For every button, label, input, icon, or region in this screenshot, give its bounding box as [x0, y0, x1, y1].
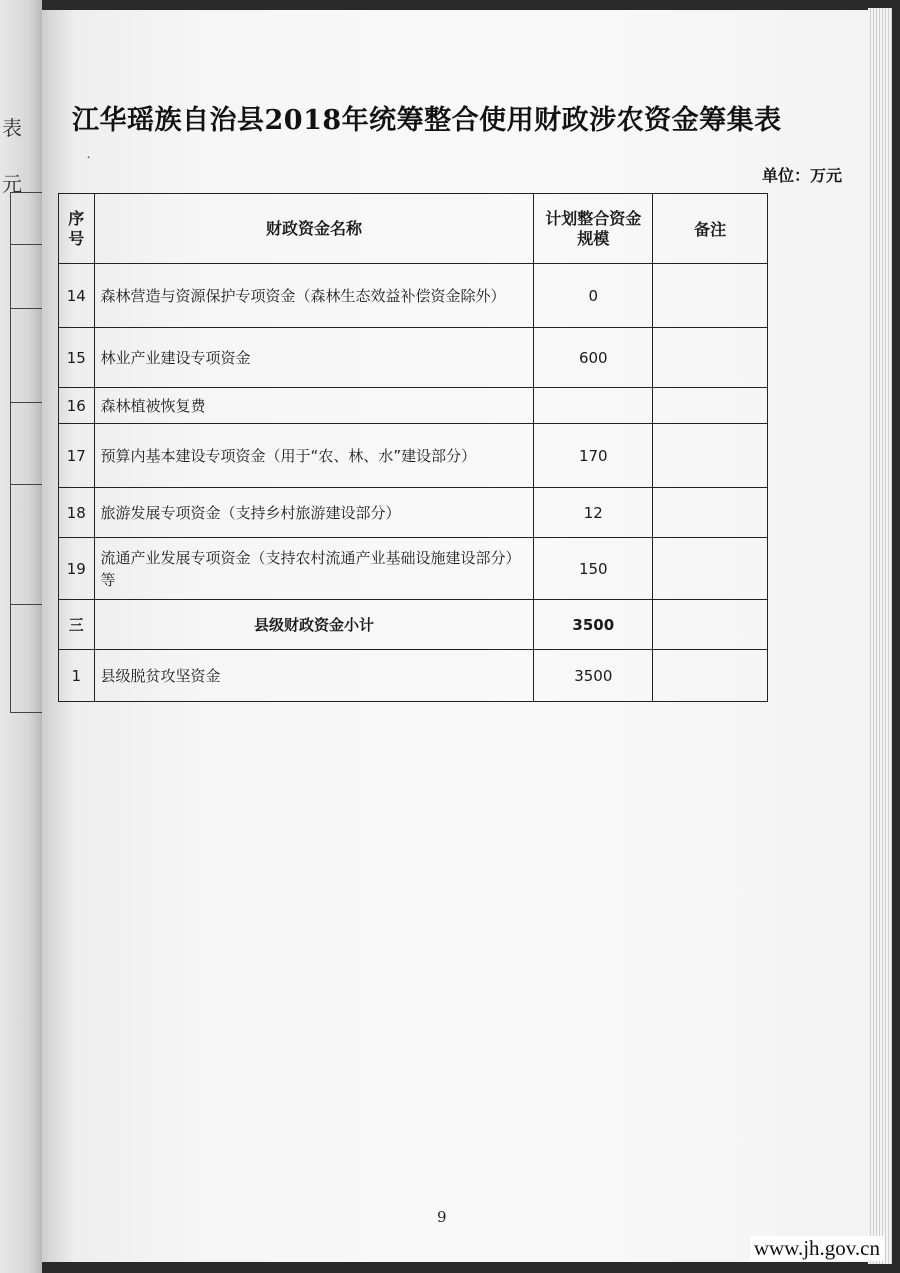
left-page-rule: [10, 712, 42, 713]
row-name: 森林植被恢复费: [94, 388, 534, 424]
unit-label: 单位：万元: [761, 166, 842, 185]
row-seq: 17: [59, 424, 95, 488]
header-seq: 序号: [59, 194, 95, 264]
left-page-rule: [10, 402, 42, 403]
row-seq: 16: [59, 388, 95, 424]
row-amount: 3500: [534, 650, 653, 702]
scan-speck: ·: [82, 149, 95, 167]
row-name: 林业产业建设专项资金: [94, 328, 534, 388]
table-row: [59, 388, 768, 424]
header-name: 财政资金名称: [94, 194, 534, 264]
row-seq: 三: [59, 600, 95, 650]
row-amount: 600: [534, 328, 653, 388]
row-note: [653, 538, 768, 600]
row-name: 县级财政资金小计: [94, 600, 534, 650]
subtotal-row: [59, 600, 768, 650]
row-name: 森林营造与资源保护专项资金（森林生态效益补偿资金除外）: [94, 264, 534, 328]
row-seq: 1: [59, 650, 95, 702]
row-amount: 150: [534, 538, 653, 600]
left-page-edge: [0, 0, 42, 1273]
row-note: [653, 600, 768, 650]
row-amount: 170: [534, 424, 653, 488]
row-note: [653, 488, 768, 538]
row-amount: 12: [534, 488, 653, 538]
table-row: [59, 328, 768, 388]
left-page-rule: [10, 308, 42, 309]
row-seq: 18: [59, 488, 95, 538]
left-page-vline: [10, 192, 11, 712]
page-number: 9: [437, 1208, 447, 1226]
table-row: [59, 488, 768, 538]
left-page-rule: [10, 484, 42, 485]
page-stack-edges: [868, 8, 892, 1264]
left-page-fragment: 表: [2, 116, 22, 140]
row-name: 旅游发展专项资金（支持乡村旅游建设部分）: [94, 488, 534, 538]
document-title: 江华瑶族自治县2018年统筹整合使用财政涉农资金筹集表: [72, 105, 782, 136]
left-page-fragment: 元: [2, 172, 22, 196]
row-note: [653, 424, 768, 488]
row-name: 流通产业发展专项资金（支持农村流通产业基础设施建设部分）等: [94, 538, 534, 600]
row-name: 县级脱贫攻坚资金: [94, 650, 534, 702]
left-page-rule: [10, 244, 42, 245]
table-row: [59, 264, 768, 328]
row-seq: 19: [59, 538, 95, 600]
table-row: [59, 424, 768, 488]
row-amount: [534, 388, 653, 424]
row-note: [653, 328, 768, 388]
row-name: 预算内基本建设专项资金（用于“农、林、水”建设部分）: [94, 424, 534, 488]
row-amount: 3500: [534, 600, 653, 650]
fund-table: [58, 193, 768, 702]
site-watermark: www.jh.gov.cn: [750, 1236, 884, 1261]
row-amount: 0: [534, 264, 653, 328]
table-header-row: [59, 194, 768, 264]
row-note: [653, 264, 768, 328]
row-seq: 14: [59, 264, 95, 328]
left-page-rule: [10, 604, 42, 605]
table-row: [59, 650, 768, 702]
row-note: [653, 388, 768, 424]
header-note: 备注: [653, 194, 768, 264]
row-note: [653, 650, 768, 702]
table-row: [59, 538, 768, 600]
left-page-rule: [10, 192, 42, 193]
row-seq: 15: [59, 328, 95, 388]
header-amount: 计划整合资金规模: [534, 194, 653, 264]
